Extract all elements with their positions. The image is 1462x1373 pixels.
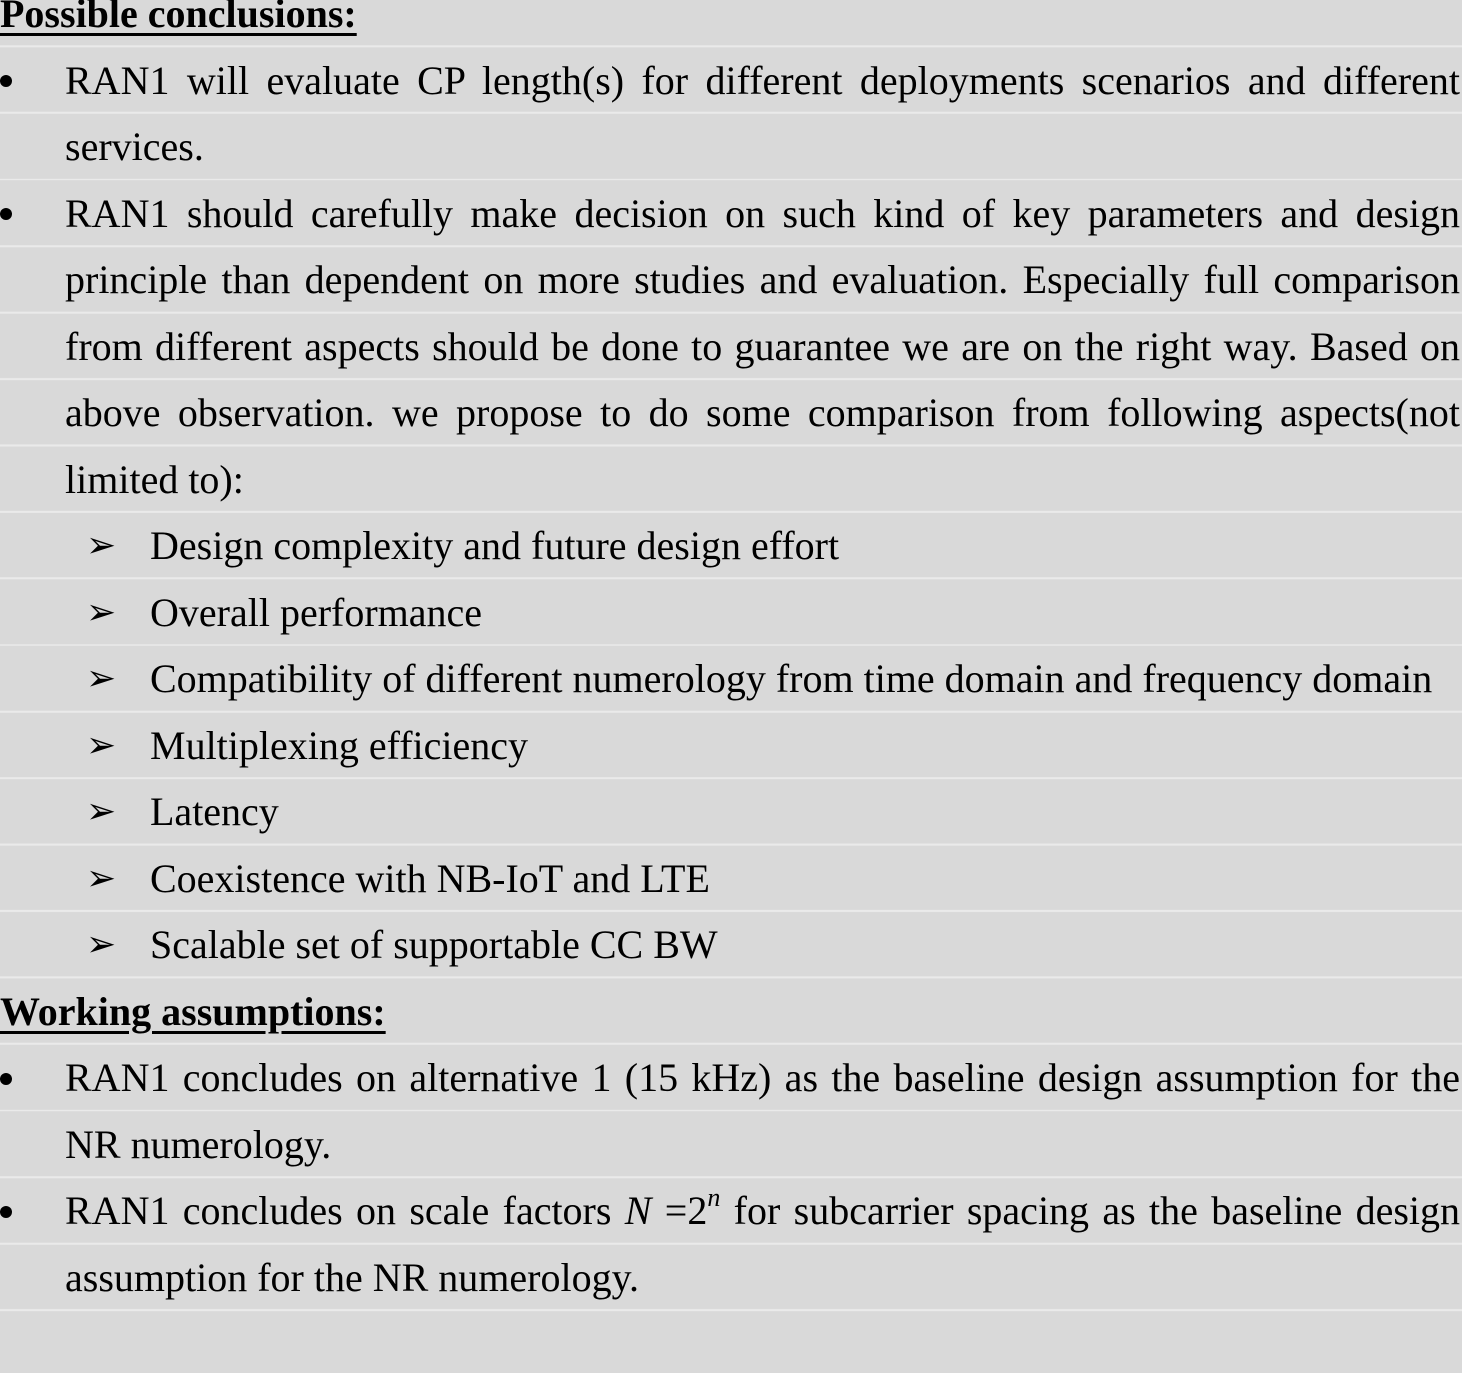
arrow-bullet-icon: ➢ <box>86 924 117 965</box>
possible-conclusions-heading: Possible conclusions: <box>0 0 357 36</box>
aspect-item-1 <box>0 513 1462 580</box>
arrow-bullet-icon: ➢ <box>86 658 117 699</box>
arrow-bullet-icon: ➢ <box>86 724 117 766</box>
bullet-dot-icon <box>0 48 20 115</box>
aspect-item-text: Coexistence with NB-IoT and LTE <box>150 855 710 901</box>
bullet-dot-icon <box>0 1045 20 1112</box>
math-variable-n: N <box>624 1188 652 1233</box>
arrow-bullet-icon: ➢ <box>86 591 117 633</box>
assumption-bullet-2-text <box>65 1182 1461 1300</box>
arrow-bullet-icon: ➢ <box>86 791 117 832</box>
aspect-item-7 <box>0 912 1462 979</box>
arrow-bullet-icon: ➢ <box>86 857 117 899</box>
working-assumptions-heading: Working assumptions: <box>0 988 386 1034</box>
aspect-item-6 <box>0 846 1462 913</box>
math-exponent: n <box>707 1182 721 1212</box>
arrow-bullet-icon: ➢ <box>86 525 117 566</box>
bullet-dot-icon <box>0 1178 20 1245</box>
aspect-item-text: Design complexity and future design effort <box>150 523 840 568</box>
assumption-bullet-2 <box>0 1178 1462 1311</box>
aspect-item-text: Compatibility of different numerology from time domain and frequency domain <box>150 656 1433 701</box>
assumption-text-after: for subcarrier spacing as the baseline design assumption for the NR numerology. <box>65 1188 1461 1300</box>
aspect-item-text: Multiplexing efficiency <box>150 722 529 768</box>
aspect-item-text: Latency <box>150 789 279 834</box>
assumption-bullet-1 <box>0 1045 1462 1178</box>
assumption-bullet-1-text: RAN1 concludes on alternative 1 (15 kHz) as the baseline design assumption for the NR numerology. <box>65 1055 1460 1167</box>
math-equals: =2 <box>651 1188 708 1233</box>
conclusion-bullet-1-text: RAN1 will evaluate CP length(s) for different deployments scenarios and different services. <box>65 57 1460 169</box>
aspect-item-2 <box>0 580 1462 647</box>
conclusion-bullet-2 <box>0 181 1462 514</box>
assumption-text-before: RAN1 concludes on scale factors <box>65 1188 625 1233</box>
aspect-item-text: Scalable set of supportable CC BW <box>150 922 718 967</box>
conclusion-bullet-2-text: RAN1 should carefully make decision on such kind of key parameters and design principle than dependent on more studies and evaluation. Especially full comparison from different aspects should be done to guarantee we are on the right way. Based on above observation. we propose to do some comparison from following aspects(not limited to): <box>65 190 1460 502</box>
aspect-item-4 <box>0 713 1462 780</box>
aspect-item-text: Overall performance <box>150 589 483 635</box>
aspect-item-3 <box>0 646 1462 713</box>
conclusion-bullet-1 <box>0 48 1462 181</box>
bullet-dot-icon <box>0 181 20 248</box>
aspect-item-5 <box>0 779 1462 846</box>
